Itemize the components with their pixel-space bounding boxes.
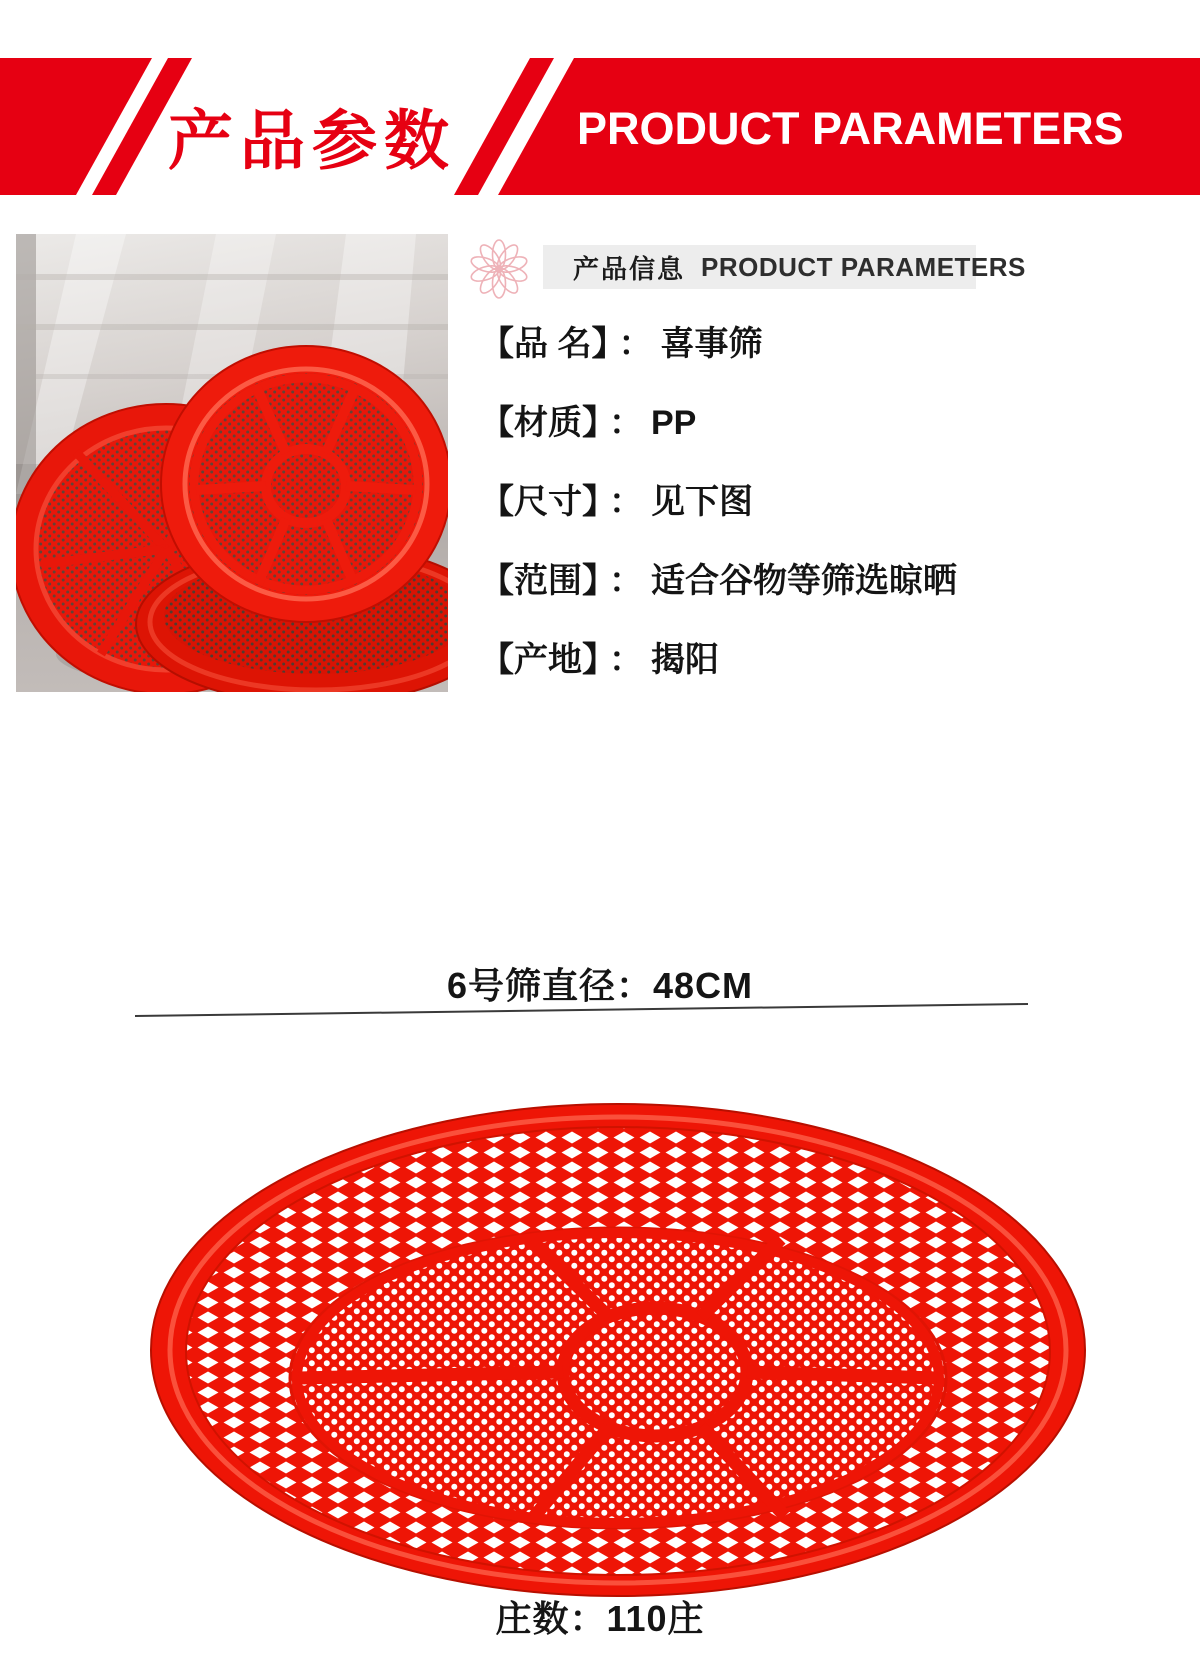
- spec-list: [480, 326, 1100, 721]
- spec-separator: ：: [609, 483, 643, 521]
- count-label: 庄数：110庄: [495, 1598, 705, 1639]
- product-photo: [16, 234, 448, 692]
- spec-row-scope: [480, 563, 1100, 599]
- diameter-label: 6号筛直径：48CM: [446, 965, 754, 1006]
- spec-label: 【材质】: [480, 404, 599, 442]
- photo-sieve-top: [161, 346, 448, 622]
- spec-row-name: [480, 326, 1100, 362]
- dimension-line: [0, 995, 1200, 1035]
- spec-row-origin: [480, 642, 1100, 678]
- spec-row-material: [480, 405, 1100, 441]
- sieve-diagram: [143, 1100, 1093, 1600]
- spec-value: 见下图: [651, 483, 753, 521]
- info-header-cn: 产品信息: [573, 253, 686, 284]
- flower-icon: [466, 238, 532, 300]
- spec-separator: ：: [609, 562, 643, 600]
- spec-value: 喜事筛: [660, 325, 763, 363]
- spec-separator: ：: [618, 325, 653, 363]
- info-header-en: PRODUCT PARAMETERS: [701, 251, 1026, 282]
- banner-title-en: PRODUCT PARAMETERS: [577, 103, 1124, 154]
- spec-label: 【产地】: [480, 641, 599, 679]
- info-header-bar: [543, 245, 1026, 289]
- spec-label: 【范围】: [480, 562, 599, 600]
- spec-separator: ：: [609, 641, 643, 679]
- spec-label: 【尺寸】: [480, 483, 599, 521]
- spec-value: 适合谷物等筛选晾晒: [651, 562, 957, 600]
- banner-title-cn: 产品参数: [168, 104, 457, 177]
- spec-value: 揭阳: [651, 641, 719, 679]
- spec-row-size: [480, 484, 1100, 520]
- spec-value: PP: [651, 404, 697, 442]
- spec-label: 【品 名】: [480, 325, 609, 363]
- spec-separator: ：: [609, 404, 643, 442]
